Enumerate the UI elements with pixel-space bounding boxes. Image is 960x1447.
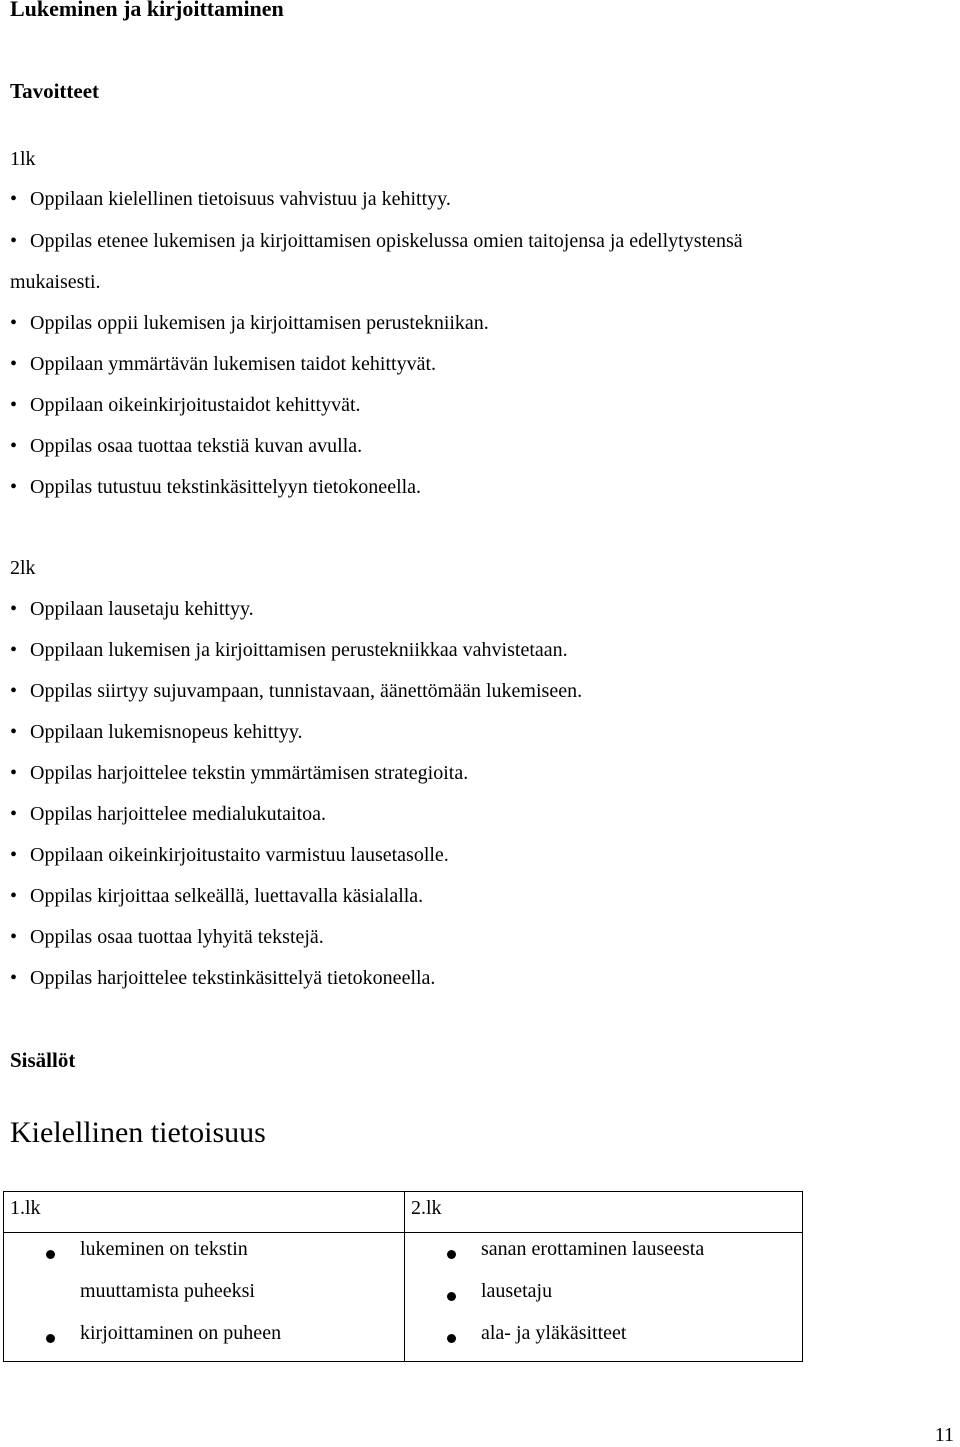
grade2-label: 2lk <box>10 557 36 579</box>
bullet-marker: • <box>10 476 18 498</box>
bullet-marker: • <box>10 680 18 702</box>
goal-item: Oppilas harjoittelee medialukutaitoa. <box>30 803 327 825</box>
table-item: lausetaju <box>481 1280 553 1302</box>
bullet-marker: • <box>10 803 18 825</box>
bullet-marker: • <box>10 926 18 948</box>
goal-item: Oppilaan ymmärtävän lukemisen taidot kehittyvät. <box>30 353 437 375</box>
bullet-marker: • <box>10 844 18 866</box>
table-item: ala- ja yläkäsitteet <box>481 1322 627 1344</box>
bullet-dot <box>447 1292 456 1301</box>
table-item: lukeminen on tekstin <box>80 1238 248 1260</box>
goal-item: Oppilas harjoittelee tekstin ymmärtämisen strategioita. <box>30 762 469 784</box>
bullet-dot <box>447 1250 456 1259</box>
bullet-marker: • <box>10 312 18 334</box>
bullet-marker: • <box>10 353 18 375</box>
goal-item: Oppilas osaa tuottaa lyhyitä tekstejä. <box>30 926 324 948</box>
bullet-marker: • <box>10 394 18 416</box>
goal-item: Oppilas harjoittelee tekstinkäsittelyä tietokoneella. <box>30 967 436 989</box>
contents-table <box>3 1191 803 1362</box>
contents-heading: Sisällöt <box>10 1048 76 1072</box>
bullet-marker: • <box>10 639 18 661</box>
goal-item: Oppilaan lukemisen ja kirjoittamisen perustekniikkaa vahvistetaan. <box>30 639 568 661</box>
goal-item: Oppilaan oikeinkirjoitustaidot kehittyvät. <box>30 394 361 416</box>
table-cell-grade1 <box>4 1233 405 1362</box>
bullet-marker: • <box>10 885 18 907</box>
page-number: 11 <box>934 1424 954 1446</box>
bullet-marker: • <box>10 598 18 620</box>
goal-item: Oppilas etenee lukemisen ja kirjoittamisen opiskelussa omien taitojensa ja edellytystensä <box>30 230 743 252</box>
bullet-marker: • <box>10 967 18 989</box>
goal-item: Oppilas siirtyy sujuvampaan, tunnistavaan, äänettömään lukemiseen. <box>30 680 583 702</box>
goal-item: Oppilas tutustuu tekstinkäsittelyyn tietokoneella. <box>30 476 422 498</box>
bullet-dot <box>447 1334 456 1343</box>
goal-item: Oppilas oppii lukemisen ja kirjoittamisen perustekniikan. <box>30 312 489 334</box>
goal-item: Oppilaan lukemisnopeus kehittyy. <box>30 721 303 743</box>
goal-item: Oppilaan lausetaju kehittyy. <box>30 598 254 620</box>
bullet-marker: • <box>10 230 18 252</box>
table-item: sanan erottaminen lauseesta <box>481 1238 705 1260</box>
goal-item: Oppilas kirjoittaa selkeällä, luettavalla käsialalla. <box>30 885 424 907</box>
grade1-label: 1lk <box>10 148 36 170</box>
bullet-marker: • <box>10 188 18 210</box>
table-header-grade2: 2.lk <box>405 1192 803 1233</box>
goal-item: Oppilas osaa tuottaa tekstiä kuvan avulla. <box>30 435 363 457</box>
table-header-row <box>4 1192 803 1233</box>
table-item: kirjoittaminen on puheen <box>80 1322 282 1344</box>
table-item-continuation: muuttamista puheeksi <box>80 1280 255 1302</box>
bullet-marker: • <box>10 762 18 784</box>
bullet-dot <box>46 1334 55 1343</box>
bullet-marker: • <box>10 435 18 457</box>
goal-item: Oppilaan oikeinkirjoitustaito varmistuu lausetasolle. <box>30 844 449 866</box>
section-title: Kielellinen tietoisuus <box>10 1116 266 1149</box>
table-cell-grade2 <box>405 1233 803 1362</box>
document-title: Lukeminen ja kirjoittaminen <box>10 0 284 21</box>
goals-heading: Tavoitteet <box>10 79 100 103</box>
bullet-marker: • <box>10 721 18 743</box>
table-row <box>4 1233 803 1362</box>
goal-item: Oppilaan kielellinen tietoisuus vahvistuu ja kehittyy. <box>30 188 451 210</box>
bullet-dot <box>46 1250 55 1259</box>
goal-item-continuation: mukaisesti. <box>10 271 101 293</box>
table-header-grade1: 1.lk <box>4 1192 405 1233</box>
